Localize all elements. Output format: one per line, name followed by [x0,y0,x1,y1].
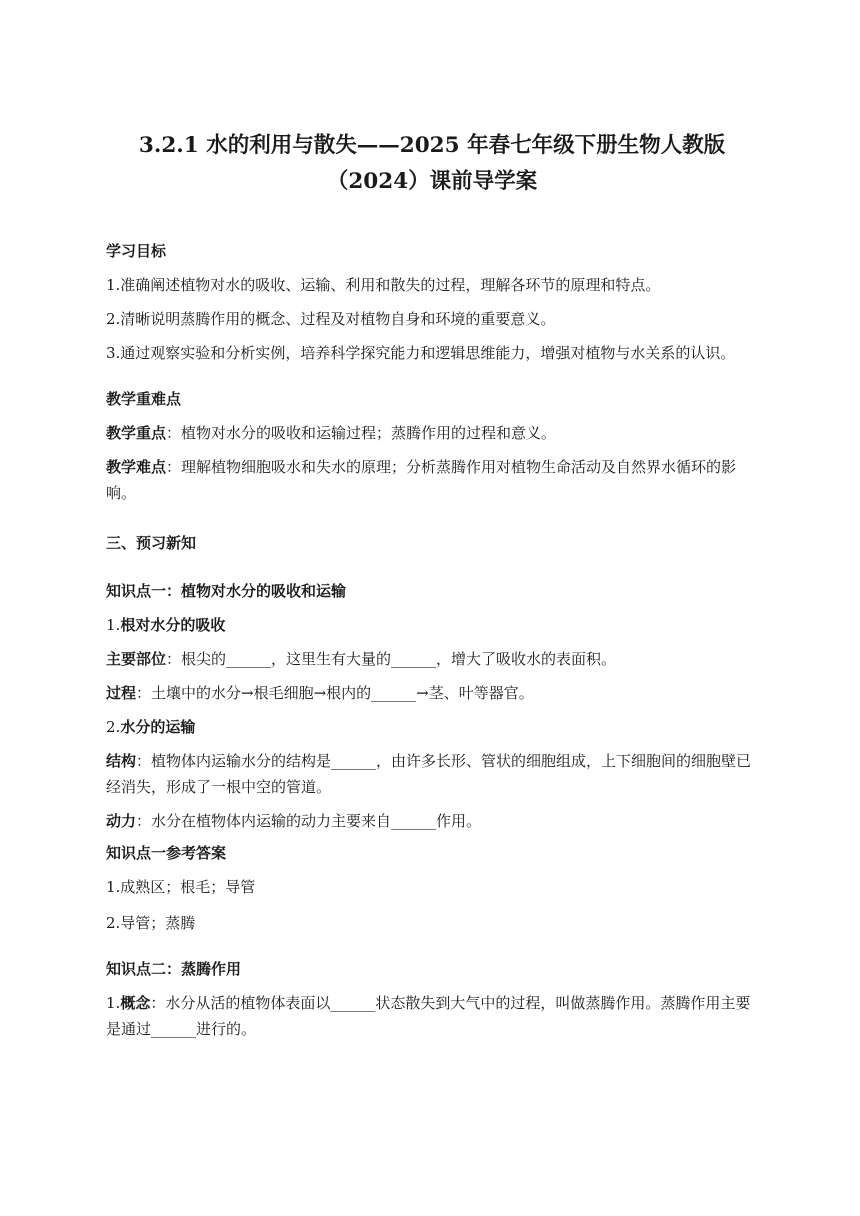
kp1-structure [106,748,758,800]
key-points-heading: 教学重难点 [106,390,182,408]
teaching-focus [106,420,758,446]
document-title [76,128,788,200]
kp1-structure-text: ：植物体内运输水分的结构是______，由许多长形、管状的细胞组成，上下细胞间的细胞壁已经消失，形成了一根中空的管道。 [106,752,752,796]
objective-item-1: 1.准确阐述植物对水的吸收、运输、利用和散失的过程，理解各环节的原理和特点。 [106,276,661,294]
objective-item-3: 3.通过观察实验和分析实例，培养科学探究能力和逻辑思维能力，增强对植物与水关系的认识。 [106,344,736,362]
kp1-heading: 知识点一：植物对水分的吸收和运输 [106,582,347,600]
kp2-concept-num: 1. [106,994,121,1012]
kp1-process-label: 过程 [106,684,137,702]
kp1-sub2-num: 2. [106,718,121,736]
title-line-1: 3.2.1 水的利用与散失——2025 年春七年级下册生物人教版 [138,133,726,158]
preview-heading: 三、预习新知 [106,534,197,552]
kp1-structure-label: 结构 [106,752,137,770]
teaching-difficulty-text: ：理解植物细胞吸水和失水的原理；分析蒸腾作用对植物生命活动及自然界水循环的影响。 [106,458,737,502]
kp2-heading: 知识点二：蒸腾作用 [106,960,242,978]
teaching-difficulty [106,454,758,506]
document-page [106,128,758,1042]
kp1-process [106,680,758,706]
kp1-sub1-num: 1. [106,616,121,634]
objective-item-2: 2.清晰说明蒸腾作用的概念、过程及对植物自身和环境的重要意义。 [106,310,556,328]
teaching-difficulty-label: 教学难点 [106,458,167,476]
kp1-subheading-2 [106,714,758,740]
kp1-main-part [106,646,758,672]
kp1-main-text: ：根尖的______，这里生有大量的______，增大了吸收水的表面积。 [166,650,617,668]
kp1-power-text: ：水分在植物体内运输的动力主要来自______作用。 [136,812,482,830]
kp1-process-text: ：土壤中的水分→根毛细胞→根内的______→茎、叶等器官。 [136,684,534,702]
kp1-answer-1: 1.成熟区；根毛；导管 [106,878,256,896]
kp1-sub1-title: 根对水分的吸收 [120,616,226,634]
kp2-concept [106,990,758,1042]
kp1-sub2-title: 水分的运输 [120,718,196,736]
objectives-heading: 学习目标 [106,242,167,260]
title-line-2: （2024）课前导学案 [326,169,538,194]
kp2-concept-label: 概念 [120,994,151,1012]
kp2-concept-text: ：水分从活的植物体表面以______状态散失到大气中的过程，叫做蒸腾作用。蒸腾作用主要是通过______进行的。 [106,994,751,1038]
kp1-answer-2: 2.导管；蒸腾 [106,914,196,932]
teaching-focus-label: 教学重点 [106,424,167,442]
kp1-main-label: 主要部位 [106,650,167,668]
kp1-power [106,808,758,834]
kp1-subheading-1 [106,612,758,638]
kp1-power-label: 动力 [106,812,137,830]
kp1-answers-heading: 知识点一参考答案 [106,844,227,862]
teaching-focus-text: ：植物对水分的吸收和运输过程；蒸腾作用的过程和意义。 [166,424,557,442]
